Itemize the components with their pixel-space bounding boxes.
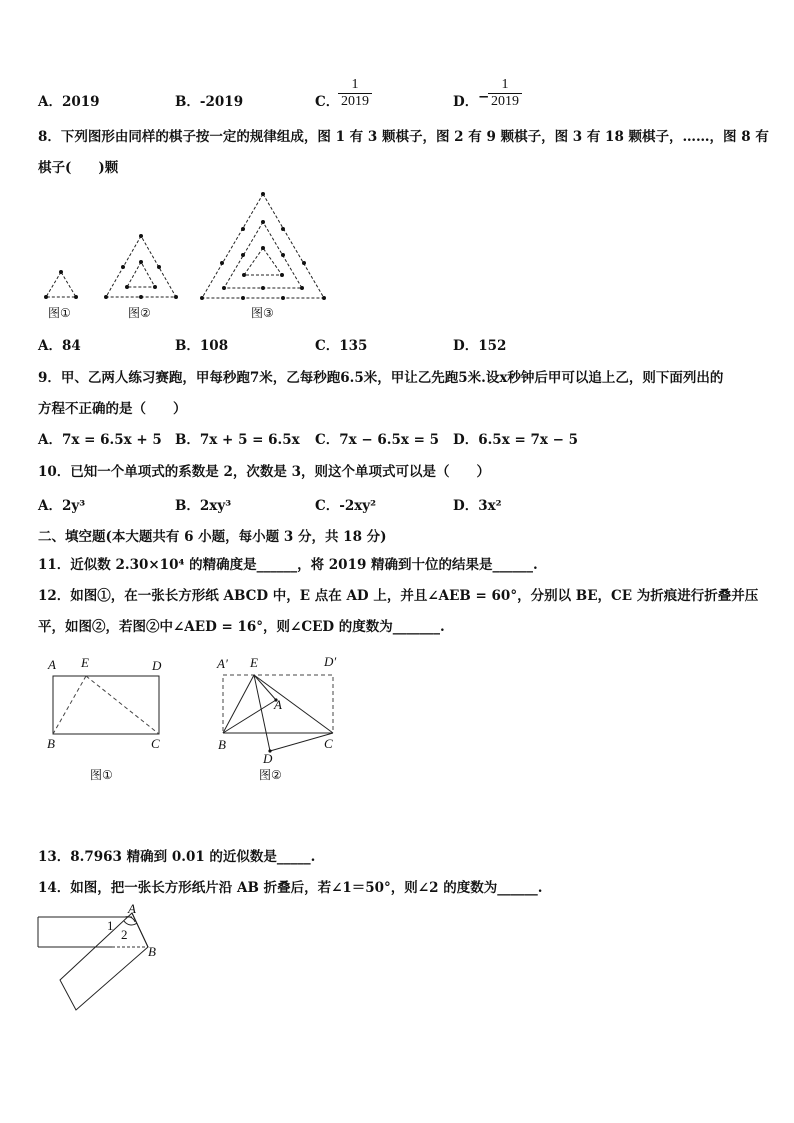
q9-stem-line1: 9．甲、乙两人练习赛跑，甲每秒跑7米，乙每秒跑6.5米，甲让乙先跑5米.设x秒钟后甲可以追上乙，则下面列出的 xyxy=(38,370,724,386)
q8-stem-line1: 8．下列图形由同样的棋子按一定的规律组成，图 1 有 3 颗棋子，图 2 有 9 颗棋子，图 3 有 18 颗棋子，……，图 8 有 xyxy=(38,129,769,145)
q12-fig2-label-d: D xyxy=(263,751,273,766)
q12-fig2-label-b: B xyxy=(218,737,226,752)
q7-option-d: D． xyxy=(453,94,479,110)
section2-title: 二、填空题(本大题共有 6 小题，每小题 3 分，共 18 分) xyxy=(38,529,387,545)
q8-option-a: A．84 xyxy=(38,338,81,354)
q14-label-b: B xyxy=(148,944,156,959)
q10-option-d: D．3x² xyxy=(453,498,502,514)
q7-option-b: B．-2019 xyxy=(175,94,244,110)
q14-label-1: 1 xyxy=(107,918,114,933)
q12-fig1-caption: 图① xyxy=(90,768,113,782)
q7-option-a: A．2019 xyxy=(38,94,100,110)
q12-fig2-label-a: A xyxy=(274,697,282,712)
q10-stem: 10．已知一个单项式的系数是 2，次数是 3，则这个单项式可以是（ ） xyxy=(38,464,490,480)
q8-option-d: D．152 xyxy=(453,338,507,354)
q12-fig2-caption: 图② xyxy=(259,768,282,782)
q12-fig1-label-a: A xyxy=(48,657,56,672)
q8-triangle-figures xyxy=(0,0,794,330)
q9-option-d: D．6.5x = 7x − 5 xyxy=(453,432,579,448)
q11-text: 11．近似数 2.30×10⁴ 的精确度是______，将 2019 精确到十位的结果是______. xyxy=(38,557,538,573)
q10-option-b: B．2xy³ xyxy=(175,498,232,514)
q10-option-a: A．2y³ xyxy=(38,498,86,514)
q7-option-c: C． xyxy=(315,94,340,110)
q12-fig1-label-e: E xyxy=(81,655,89,670)
q8-fig2-caption: 图② xyxy=(128,306,151,320)
q8-option-c: C．135 xyxy=(315,338,368,354)
q12-fig1-label-d: D xyxy=(152,658,162,673)
q12-fig2-label-e: E xyxy=(250,655,258,670)
q8-fig3-caption: 图③ xyxy=(251,306,274,320)
q14-folded-strip-figure xyxy=(36,900,196,1020)
q7-option-d-sign: − xyxy=(478,89,490,105)
q13-text: 13．8.7963 精确到 0.01 的近似数是_____. xyxy=(38,849,316,865)
q10-option-c: C．-2xy² xyxy=(315,498,377,514)
q12-stem-line2: 平，如图②，若图②中∠AED = 16°，则∠CED 的度数为_______. xyxy=(38,619,445,635)
q7-option-c-fraction: $\frac{1}{2019}$ xyxy=(338,77,372,110)
q12-fig2-label-a-prime: A′ xyxy=(217,656,228,671)
q8-option-b: B．108 xyxy=(175,338,229,354)
q12-figure-1 xyxy=(40,655,240,775)
q12-stem-line1: 12．如图①，在一张长方形纸 ABCD 中，E 点在 AD 上，并且∠AEB = 60°，分别以 BE，CE 为折痕进行折叠并压 xyxy=(38,588,759,604)
q12-figure-2 xyxy=(215,655,415,775)
q14-text: 14．如图，把一张长方形纸片沿 AB 折叠后，若∠1＝50°，则∠2 的度数为______. xyxy=(38,880,543,896)
q12-fig1-label-b: B xyxy=(47,736,55,751)
q8-fig1-caption: 图① xyxy=(48,306,71,320)
q9-option-c: C．7x − 6.5x = 5 xyxy=(315,432,440,448)
q9-stem-line2: 方程不正确的是（ ） xyxy=(38,401,187,417)
q12-fig1-label-c: C xyxy=(151,736,160,751)
q9-option-a: A．7x = 6.5x + 5 xyxy=(38,432,162,448)
q8-stem-line2: 棋子( )颗 xyxy=(38,160,119,176)
q12-fig2-label-c: C xyxy=(324,736,333,751)
q7-option-d-fraction: $\frac{1}{2019}$ xyxy=(488,77,522,110)
q14-label-a: A xyxy=(128,901,136,916)
q12-fig2-label-d-prime: D′ xyxy=(324,654,337,669)
q9-option-b: B．7x + 5 = 6.5x xyxy=(175,432,300,448)
q14-label-2: 2 xyxy=(121,927,128,942)
